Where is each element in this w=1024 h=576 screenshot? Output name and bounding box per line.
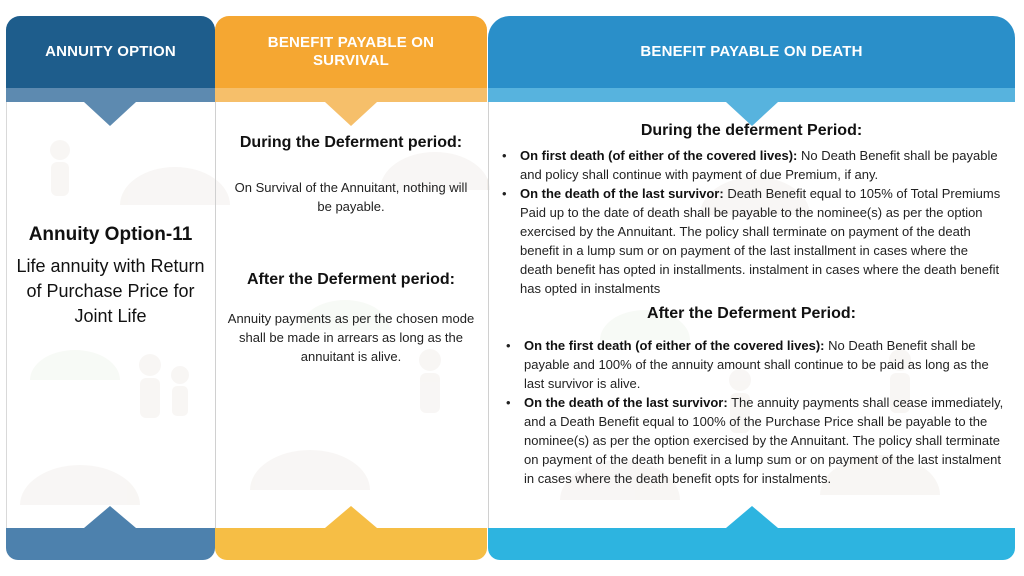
item-text: Death Benefit equal to 105% of Total Premiums Paid up to the date of death shall be payable to the nominee(s) as per the option exercised by the Annuitant. The policy shall terminate on payment of the death benefit in a lump sum or on payment of the last installment in cases where the death benefit has opted in installments. instalment in cases where the death benefit has opted in instalments bbox=[520, 186, 1001, 296]
annuity-option-header: ANNUITY OPTION bbox=[6, 16, 215, 88]
item-label: On the death of the last survivor: bbox=[520, 186, 724, 201]
survival-after-heading: After the Deferment period: bbox=[246, 271, 456, 288]
bullet-icon: • bbox=[506, 395, 511, 410]
header-band bbox=[215, 88, 487, 102]
header-band bbox=[6, 88, 215, 102]
item-text: No Death Benefit shall be payable and 100% of the annuity amount shall continue to be paid as long as the last survivor is alive. bbox=[524, 338, 989, 391]
column-footer bbox=[488, 528, 1015, 560]
up-arrow-icon bbox=[325, 506, 377, 528]
list-item bbox=[500, 393, 1004, 488]
up-arrow-icon bbox=[726, 506, 778, 528]
bullet-icon: • bbox=[502, 148, 507, 163]
bullet-icon: • bbox=[502, 186, 507, 201]
survival-after-text: Annuity payments as per the chosen mode shall be made in arrears as long as the annuitant is alive. bbox=[227, 311, 475, 364]
annuity-option-column bbox=[6, 16, 215, 560]
column-footer bbox=[215, 528, 487, 560]
death-benefit-column bbox=[488, 16, 1015, 560]
item-label: On the death of the last survivor: bbox=[524, 395, 728, 410]
survival-during-heading: During the Deferment period: bbox=[239, 134, 463, 151]
down-arrow-icon bbox=[84, 102, 136, 126]
death-benefit-header: BENEFIT PAYABLE ON DEATH bbox=[488, 16, 1015, 88]
item-text: The annuity payments shall cease immediately, and a Death Benefit equal to 100% of the Purchase Price shall be payable to the nominee(s) as per the option exercised by the Annuitant. The policy shall terminate on payment of the death benefit in a lump sum or on payment of the last instalment in cases where the death benefit opts for instalments. bbox=[524, 395, 1004, 486]
death-during-list bbox=[496, 146, 1004, 298]
death-after-list bbox=[500, 336, 1004, 488]
column-footer bbox=[6, 528, 215, 560]
item-label: On first death (of either of the covered lives): bbox=[520, 148, 798, 163]
item-label: On the first death (of either of the covered lives): bbox=[524, 338, 825, 353]
death-during-heading: During the deferment Period: bbox=[640, 122, 863, 139]
survival-during-text: On Survival of the Annuitant, nothing will be payable. bbox=[234, 180, 468, 214]
list-item bbox=[500, 336, 1004, 393]
list-item bbox=[496, 146, 1004, 184]
up-arrow-icon bbox=[84, 506, 136, 528]
bullet-icon: • bbox=[506, 338, 511, 353]
survival-benefit-column bbox=[215, 16, 487, 560]
survival-benefit-header: BENEFIT PAYABLE ON SURVIVAL bbox=[215, 16, 487, 88]
annuity-option-title: Annuity Option-11 bbox=[28, 224, 193, 245]
down-arrow-icon bbox=[325, 102, 377, 126]
list-item bbox=[496, 184, 1004, 298]
death-after-heading: After the Deferment Period: bbox=[647, 305, 856, 322]
header-band bbox=[488, 88, 1015, 102]
item-text: No Death Benefit shall be payable and policy shall continue with payment of due Premium, if any. bbox=[520, 148, 998, 182]
annuity-option-description: Life annuity with Return of Purchase Price for Joint Life bbox=[16, 256, 205, 326]
